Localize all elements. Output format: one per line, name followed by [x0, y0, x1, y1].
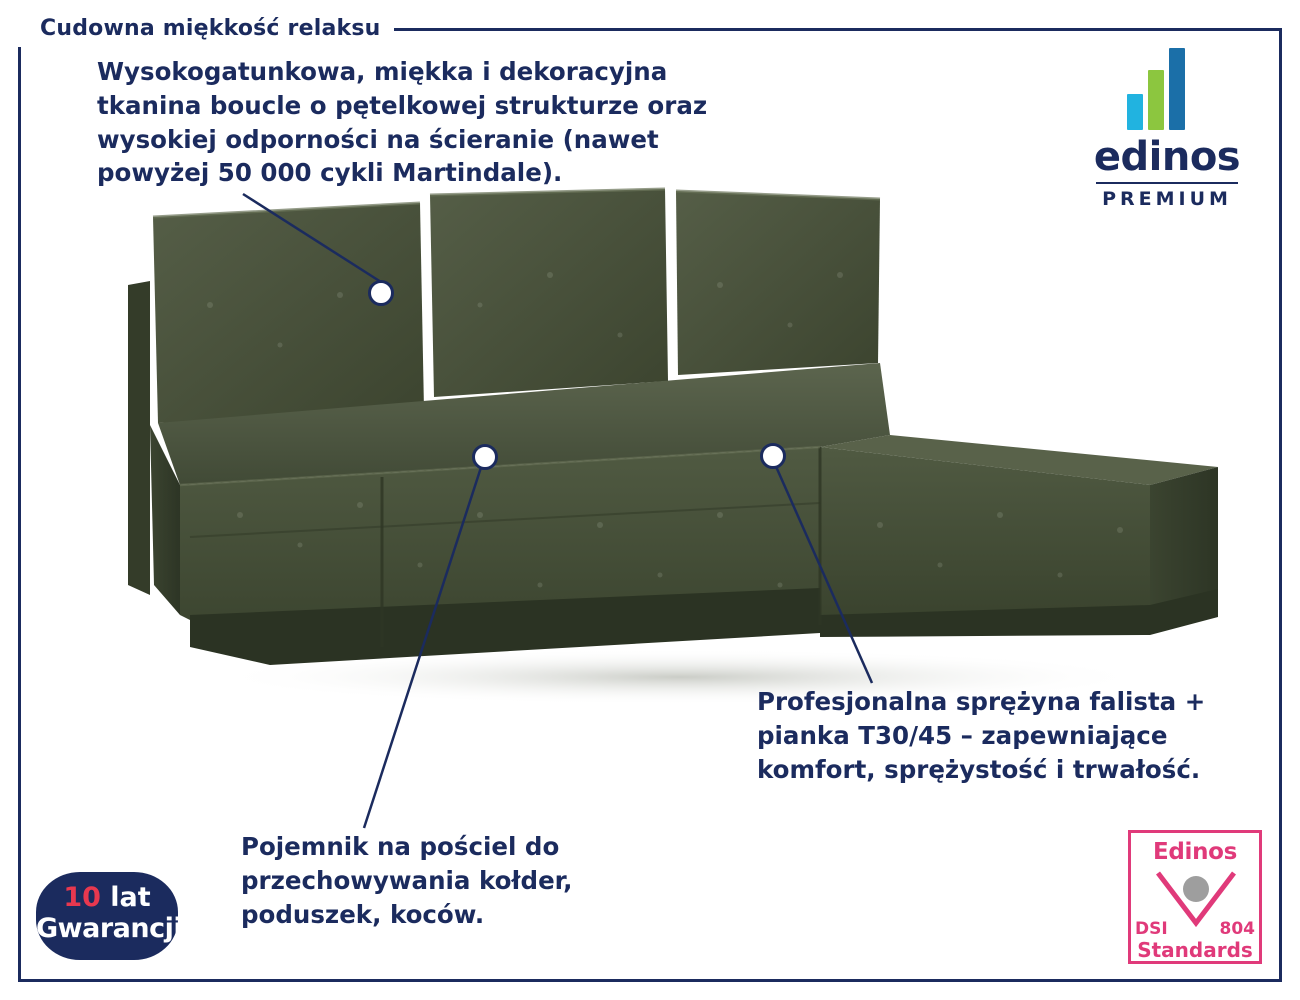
sofa-illustration [120, 185, 1250, 705]
logo-wordmark: edinos [1093, 134, 1241, 180]
logo-subtitle: PREMIUM [1102, 188, 1232, 210]
logo-divider [1096, 182, 1238, 184]
hotspot-fabric[interactable] [368, 280, 394, 306]
page-title: Cudowna miękkość relaksu [18, 12, 394, 47]
callout-fabric-text: Wysokogatunkowa, miękka i dekoracyjna tkanina boucle o pętelkowej strukturze oraz wysokiej odporności na ścieranie (nawet powyżej 50 000 cykli Martindale). [97, 57, 708, 188]
dsi-code-right: 804 [1219, 919, 1256, 939]
dsi-standards-label: Standards [1137, 938, 1253, 962]
logo-bar-1 [1127, 94, 1143, 130]
logo-bar-2 [1148, 70, 1164, 130]
hotspot-storage[interactable] [472, 444, 498, 470]
warranty-years: 10 [63, 882, 101, 913]
warranty-years-line [36, 882, 178, 913]
product-image [120, 185, 1250, 705]
callout-storage-text: Pojemnik na pościel do przechowywania kołder, poduszek, koców. [241, 832, 573, 929]
warranty-unit: lat [110, 882, 151, 913]
warranty-badge [36, 872, 183, 960]
hotspot-spring[interactable] [760, 443, 786, 469]
edinos-premium-logo [1082, 48, 1252, 218]
dsi-brand: Edinos [1152, 839, 1238, 865]
bar-chart-icon [1127, 48, 1207, 130]
logo-bar-3 [1169, 48, 1185, 130]
dsi-code-left: DSI [1134, 919, 1168, 939]
dsi-code [1131, 919, 1259, 939]
warranty-label: Gwarancji [36, 913, 183, 944]
dsi-standards-badge [1128, 830, 1262, 964]
callout-spring-text: Profesjonalna sprężyna falista + pianka T30/45 – zapewniające komfort, sprężystość i trwałość. [757, 687, 1206, 784]
